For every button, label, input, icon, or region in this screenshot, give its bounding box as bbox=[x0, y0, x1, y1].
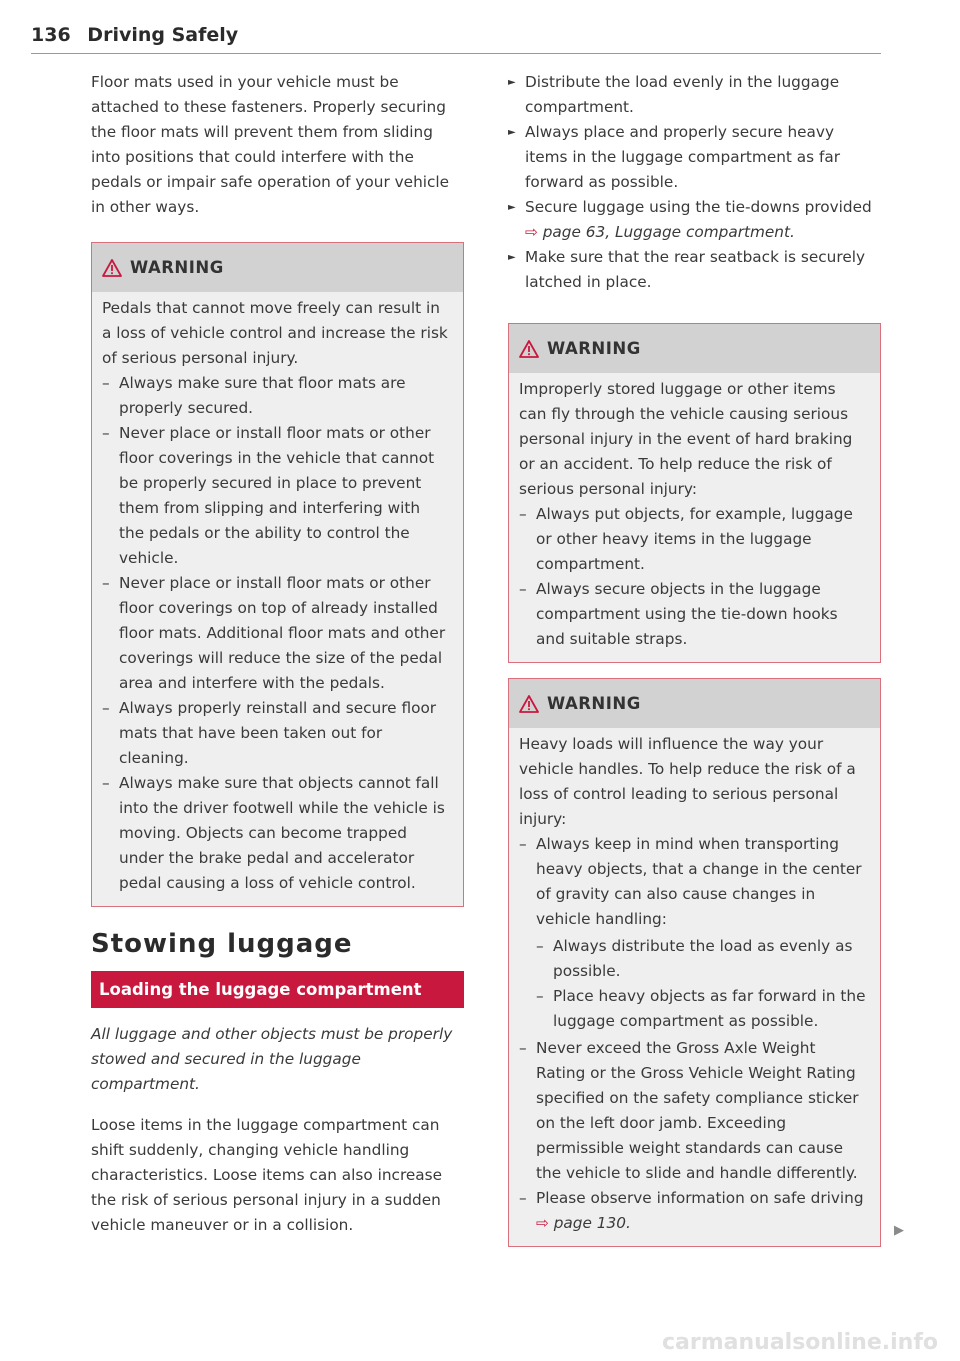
warning-title: WARNING bbox=[547, 694, 641, 713]
warning-lead: Pedals that cannot move freely can result in a loss of vehicle control and increase the risk of serious personal injury. bbox=[102, 299, 448, 367]
warning-header bbox=[92, 243, 463, 292]
page-reference-link[interactable]: page 130. bbox=[553, 1214, 631, 1232]
warning-lead: Heavy loads will influence the way your vehicle handles. To help reduce the risk of a loss of control leading to serious personal injury: bbox=[519, 735, 856, 828]
section-title: Stowing luggage bbox=[91, 929, 353, 959]
watermark: carmanualsonline.info bbox=[662, 1330, 938, 1355]
warning-header bbox=[509, 679, 880, 728]
list-item-text: Secure luggage using the tie-downs provided bbox=[525, 198, 872, 216]
summary-paragraph: All luggage and other objects must be properly stowed and secured in the luggage compartment. bbox=[91, 1025, 453, 1093]
warning-sublist bbox=[536, 934, 866, 1034]
list-item: ► Make sure that the rear seatback is securely latched in place. bbox=[508, 245, 881, 295]
page-title: Driving Safely bbox=[87, 24, 239, 46]
warning-lead: Improperly stored luggage or other items can fly through the vehicle causing serious personal injury in the event of hard braking or an accident. To help reduce the risk of serious personal injury: bbox=[519, 380, 853, 498]
warning-box-floor-mats bbox=[91, 242, 464, 907]
subsection-title: Loading the luggage compartment bbox=[91, 971, 464, 1008]
page-reference-arrow-icon: ⇨ bbox=[536, 1214, 549, 1232]
warning-body bbox=[509, 728, 880, 1246]
continue-arrow-icon: ▶ bbox=[894, 1223, 904, 1238]
list-item: – Always put objects, for example, luggage or other heavy items in the luggage compartment. bbox=[519, 502, 866, 577]
intro-paragraph: Floor mats used in your vehicle must be attached to these fasteners. Properly securing the floor mats will prevent them from sliding into positions that could interfere with the pedals or impair safe operation of your vehicle in other ways. bbox=[91, 73, 450, 216]
warning-body bbox=[509, 373, 880, 662]
warning-title: WARNING bbox=[547, 339, 641, 358]
left-column bbox=[91, 70, 464, 1238]
right-column bbox=[508, 70, 904, 1262]
warning-list bbox=[519, 502, 866, 652]
list-item bbox=[519, 832, 866, 1034]
list-item: – Place heavy objects as far forward in the luggage compartment as possible. bbox=[536, 984, 866, 1034]
warning-triangle-icon bbox=[102, 259, 122, 277]
page-header bbox=[31, 24, 238, 46]
list-item-text: Always keep in mind when transporting heavy objects, that a change in the center of gravity can also cause changes in vehicle handling: bbox=[536, 835, 862, 928]
list-item: – Always properly reinstall and secure floor mats that have been taken out for cleaning. bbox=[102, 696, 449, 771]
list-item: – Never place or install floor mats or other floor coverings in the vehicle that cannot be properly secured in place to prevent them from slipping and interfering with the pedals or the ability to control the vehicle. bbox=[102, 421, 449, 571]
list-item: – Never exceed the Gross Axle Weight Rating or the Gross Vehicle Weight Rating specified on the safety compliance sticker on the left door jamb. Exceeding permissible weight standards can cause the vehicle to slide and handle differently. bbox=[519, 1036, 866, 1186]
list-item bbox=[508, 195, 881, 245]
list-item: – Never place or install floor mats or other floor coverings on top of already installed floor mats. Additional floor mats and other coverings will reduce the size of the pedal area and interfere with the pedals. bbox=[102, 571, 449, 696]
list-item: – Always secure objects in the luggage compartment using the tie-down hooks and suitable straps. bbox=[519, 577, 866, 652]
list-item: – Always make sure that floor mats are properly secured. bbox=[102, 371, 449, 421]
instruction-list bbox=[508, 70, 881, 295]
list-item: – Always distribute the load as evenly as possible. bbox=[536, 934, 866, 984]
warning-box-heavy-loads bbox=[508, 678, 904, 1247]
warning-title: WARNING bbox=[130, 258, 224, 277]
warning-list bbox=[102, 371, 449, 896]
page-number: 136 bbox=[31, 24, 71, 46]
warning-header bbox=[509, 324, 880, 373]
warning-triangle-icon bbox=[519, 340, 539, 358]
list-item: ► Always place and properly secure heavy items in the luggage compartment as far forward as possible. bbox=[508, 120, 881, 195]
warning-body bbox=[92, 292, 463, 906]
list-item bbox=[519, 1186, 866, 1236]
list-item: – Always make sure that objects cannot fall into the driver footwell while the vehicle is moving. Objects can become trapped under the brake pedal and accelerator pedal causing a loss of vehicle control. bbox=[102, 771, 449, 896]
header-divider bbox=[31, 53, 881, 54]
body-paragraph: Loose items in the luggage compartment can shift suddenly, changing vehicle handling characteristics. Loose items can also increase the risk of serious personal injury in a sudden vehicle maneuver or in a collision. bbox=[91, 1116, 443, 1234]
warning-list bbox=[519, 832, 866, 1236]
page-reference-arrow-icon: ⇨ bbox=[525, 223, 538, 241]
list-item: ► Distribute the load evenly in the luggage compartment. bbox=[508, 70, 881, 120]
list-item-text: Please observe information on safe driving bbox=[536, 1189, 864, 1207]
warning-box-stored-luggage bbox=[508, 323, 881, 663]
warning-triangle-icon bbox=[519, 695, 539, 713]
page-reference-link[interactable]: page 63, Luggage compartment. bbox=[542, 223, 795, 241]
